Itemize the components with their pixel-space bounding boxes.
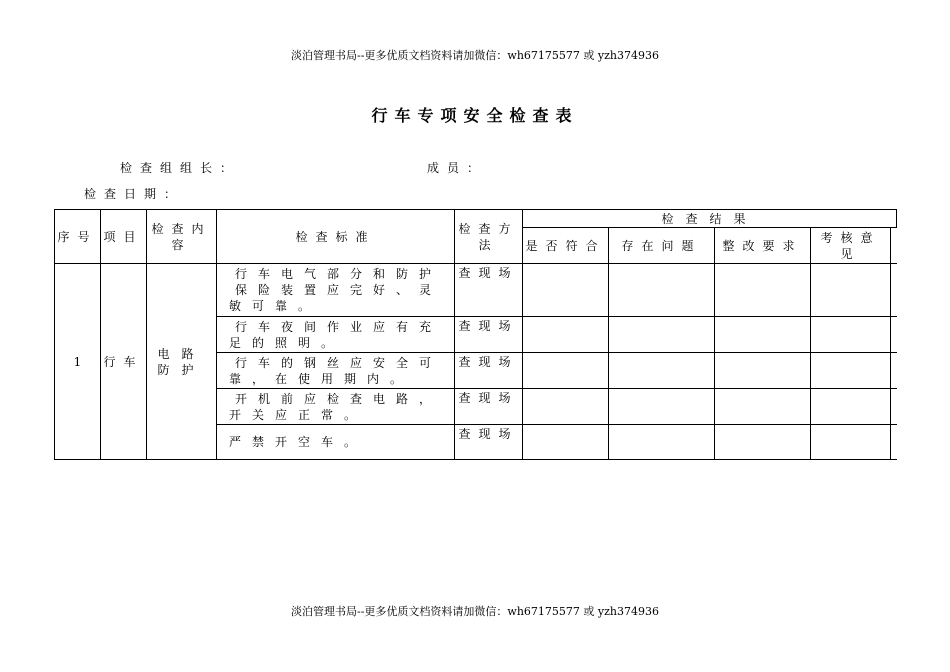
cell-rectify[interactable] <box>715 353 811 389</box>
cell-issues[interactable] <box>609 264 715 317</box>
header-note: 淡泊管理书局--更多优质文档资料请加微信：wh67175577 或 yzh374936 <box>291 49 659 62</box>
header-content: 检查内容 <box>147 210 217 264</box>
header-item: 项目 <box>101 210 147 264</box>
cell-item: 行车 <box>101 264 147 460</box>
cell-conform[interactable] <box>523 425 609 460</box>
cell-rectify[interactable] <box>715 425 811 460</box>
cell-method: 查现场 <box>455 264 523 317</box>
cell-review[interactable] <box>811 353 891 389</box>
cell-review[interactable] <box>811 425 891 460</box>
cell-issues[interactable] <box>609 353 715 389</box>
cell-standard: 开机前应检查电路，开关应正常。 <box>217 389 455 425</box>
header-result: 检查结果 <box>523 210 897 228</box>
leader-label: 检查组组长： <box>120 161 241 175</box>
cell-issues[interactable] <box>609 389 715 425</box>
footer-note: 淡泊管理书局--更多优质文档资料请加微信：wh67175577 或 yzh374936 <box>291 605 659 618</box>
table-row <box>55 264 897 317</box>
header-spacer <box>891 228 897 264</box>
cell-rectify[interactable] <box>715 389 811 425</box>
cell-spacer <box>891 264 897 317</box>
header-method: 检查方法 <box>455 210 523 264</box>
cell-rectify[interactable] <box>715 264 811 317</box>
header-conform: 是否符合 <box>523 228 609 264</box>
cell-review[interactable] <box>811 389 891 425</box>
cell-spacer <box>891 353 897 389</box>
cell-conform[interactable] <box>523 353 609 389</box>
cell-method: 查现场 <box>455 389 523 425</box>
cell-standard: 严禁开空车。 <box>217 425 455 460</box>
cell-review[interactable] <box>811 264 891 317</box>
cell-spacer <box>891 317 897 353</box>
cell-standard: 行车电气部分和防护保险装置应完好、灵敏可靠。 <box>217 264 455 317</box>
page-title: 行车专项安全检查表 <box>371 106 579 125</box>
cell-standard: 行车夜间作业应有充足的照明。 <box>217 317 455 353</box>
cell-method: 查现场 <box>455 317 523 353</box>
cell-method: 查现场 <box>455 353 523 389</box>
member-label: 成员： <box>427 161 488 175</box>
cell-seq: 1 <box>55 264 101 460</box>
cell-spacer <box>891 389 897 425</box>
cell-spacer <box>891 425 897 460</box>
date-label: 检查日期： <box>84 187 185 201</box>
header-rectify: 整改要求 <box>715 228 811 264</box>
cell-conform[interactable] <box>523 317 609 353</box>
cell-rectify[interactable] <box>715 317 811 353</box>
cell-issues[interactable] <box>609 425 715 460</box>
cell-conform[interactable] <box>523 264 609 317</box>
header-review: 考核意见 <box>811 228 891 264</box>
inspection-table <box>54 209 897 460</box>
cell-conform[interactable] <box>523 389 609 425</box>
header-standard: 检查标准 <box>217 210 455 264</box>
header-issues: 存在问题 <box>609 228 715 264</box>
cell-review[interactable] <box>811 317 891 353</box>
cell-issues[interactable] <box>609 317 715 353</box>
header-seq: 序号 <box>55 210 101 264</box>
cell-method: 查现场 <box>455 425 523 460</box>
cell-standard: 行车的钢丝应安全可靠，在使用期内。 <box>217 353 455 389</box>
cell-content: 电路防护 <box>147 264 217 460</box>
